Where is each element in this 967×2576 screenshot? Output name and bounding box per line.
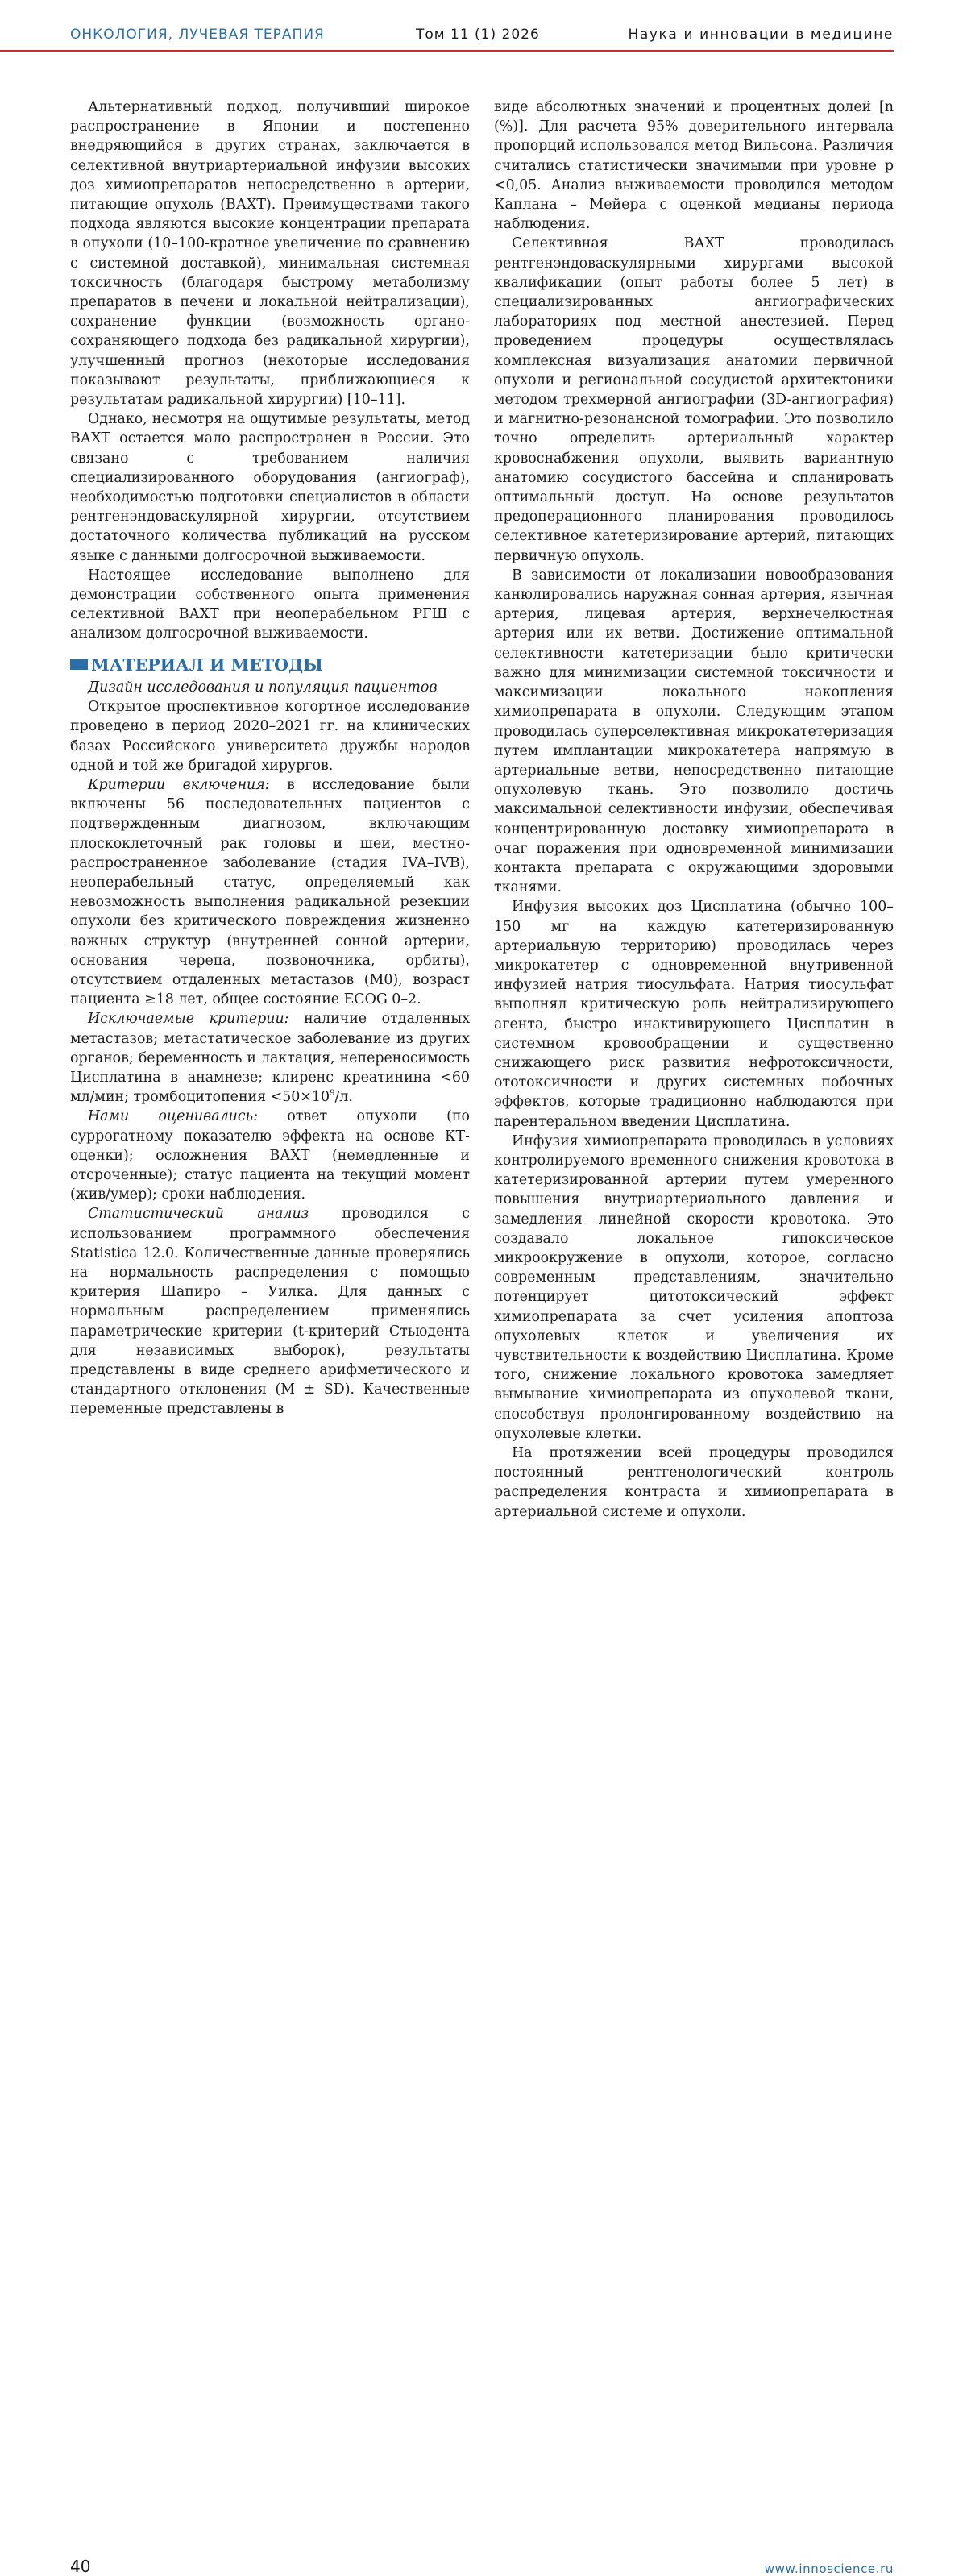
volume-issue: Том 11 (1) 2026	[416, 27, 540, 43]
evaluated-label: Нами оценивались:	[88, 1108, 258, 1125]
paragraph	[70, 1204, 470, 1419]
paragraph: Селективная ВАХТ проводилась рентгенэндоваскулярными хирургами высокой квалификации (опыт работы более 5 лет) в специализированных ангиографических лабораториях под местной анестезией. Перед проведением процедуры осуществлялась комплексная визуализация анатомии первичной опухоли и региональной сосудистой архитектоники методом трехмерной ангиографии (3D-ангиография) и магнитно-резонансной томографии. Это позволило точно определить артериальный характер кровоснабжения опухоли, выявить вариантную анатомию сосудистого бассейна и спланировать оптимальный доступ. На основе результатов предоперационного планирования проводилось селективное катетеризирование артерий, питающих первичную опухоль.	[494, 235, 894, 564]
left-column	[70, 98, 470, 1419]
inclusion-criteria-label: Критерии включения:	[88, 776, 270, 793]
paragraph	[70, 775, 470, 1009]
paragraph	[70, 1107, 470, 1204]
exclusion-criteria-text: наличие отдаленных метастазов; метастатическое заболевание из других органов; беременность и лактация, непереносимость Цисплатина в анамнезе; клиренс креатинина <60 мл/мин; тромбоцитопения <50×10	[70, 1011, 471, 1106]
paragraph: Инфузия высоких доз Цисплатина (обычно 100–150 мг на каждую катетеризированную артериальную территорию) проводилась через микрокатетер с одновременной внутривенной инфузией натрия тиосульфата. Натрия тиосульфат выполнял критическую роль нейтрализирующего агента, быстро инактивирующего Цисплатин в системном кровообращении и существенно снижающего риск развития нефротоксичности, ототоксичности и других системных побочных эффектов, которые традиционно наблюдаются при парентеральном введении Цисплатина.	[494, 899, 894, 1130]
header-divider	[0, 50, 894, 52]
running-header	[0, 0, 967, 56]
paragraph: Инфузия химиопрепарата проводилась в условиях контролируемого временного снижения кровотока в катетеризированной артерии путем умеренного повышения внутриартериального давления и замедления линейной скорости кровотока. Это создавало локальное гипоксическое микроокружение в опухоли, которое, согласно современным представлениям, значительно потенцирует цитотоксический эффект химиопрепарата за счет усиления апоптоза опухолевых клеток и увеличения их чувствительности к воздействию Цисплатина. Кроме того, снижение локального кровотока замедляет вымывание химиопрепарата из опухолевой ткани, способствуя пролонгированному воздействию на опухолевые клетки.	[494, 1132, 894, 1442]
paragraph: Однако, несмотря на ощутимые результаты, метод ВАХТ остается мало распространен в России. Это связано с требованием наличия специализированного оборудования (ангиограф), необходимостью подготовки специалистов в области рентгенэндоваскулярной хирургии, отсутствием достаточного количества публикаций на русском языке с данными долгосрочной выживаемости.	[70, 411, 470, 564]
evaluated-text: ответ опухоли (по суррогатному показателю эффекта на основе КТ-оценки); осложнения ВАХТ (немедленные и отсроченные); статус пациента на текущий момент (жив/умер); сроки наблюдения.	[70, 1108, 470, 1203]
paragraph: В зависимости от локализации новообразования канюлировались наружная сонная артерия, язычная артерия, лицевая артерия, верхнечелюстная артерия или их ветви. Достижение оптимальной селективности катетеризации было критически важно для минимизации системной токсичности и максимизации локального накопления химиопрепарата в опухоли. Следующим этапом проводилась суперселективная микрокатетеризация путем имплантации микрокатетера напрямую в артериальные ветви, непосредственно питающие опухолевую ткань. Это позволило достичь максимальной селективности инфузии, обеспечивая концентрированную доставку химиопрепарата в очаг поражения при одновременной минимизации контакта препарата с окружающими здоровыми тканями.	[494, 567, 894, 896]
paragraph: На протяжении всей процедуры проводился постоянный рентгенологический контроль распределения контраста и химиопрепарата в артериальной системе и опухоли.	[494, 1445, 894, 1520]
paragraph: Открытое проспективное когортное исследование проведено в период 2020–2021 гг. на клинических базах Российского университета дружбы народов одной и той же бригадой хирургов.	[70, 699, 470, 774]
exponent: 9	[330, 1089, 335, 1099]
website-link[interactable]: www.innoscience.ru	[764, 2561, 894, 2576]
page-number: 40	[70, 2557, 91, 2576]
paragraph: Настоящее исследование выполнено для демонстрации собственного опыта применения селективной ВАХТ при неоперабельном РГШ с анализом долгосрочной выживаемости.	[70, 567, 470, 642]
section-title: МАТЕРИАЛ И МЕТОДЫ	[91, 654, 323, 675]
section-marker-icon	[70, 659, 88, 670]
right-column	[494, 98, 894, 1522]
unit-text: /л.	[334, 1089, 353, 1106]
section-heading	[70, 655, 470, 675]
journal-title: Наука и инновации в медицине	[628, 27, 894, 43]
paragraph: виде абсолютных значений и процентных долей [n (%)]. Для расчета 95% доверительного интервала пропорций использовался метод Вильсона. Различия считались статистически значимыми при уровне p <0,05. Анализ выживаемости проводился методом Каплана – Мейера с оценкой медианы периода наблюдения.	[494, 99, 894, 233]
statistics-text: проводился с использованием программного обеспечения Statistica 12.0. Количественные данные проверялись на нормальность распределения с помощью критерия Шапиро – Уилка. Для данных с нормальным распределением применялись параметрические критерии (t-критерий Стьюдента для независимых выборок), результаты представлены в виде среднего арифметического и стандартного отклонения (M ± SD). Качественные переменные представлены в	[70, 1206, 470, 1418]
paragraph	[70, 1009, 470, 1107]
statistics-label: Статистический анализ	[88, 1206, 309, 1223]
exclusion-criteria-label: Исключаемые критерии:	[88, 1011, 289, 1028]
subsection-title: Дизайн исследования и популяция пациентов	[88, 679, 438, 696]
journal-section: ОНКОЛОГИЯ, ЛУЧЕВАЯ ТЕРАПИЯ	[70, 27, 325, 43]
paragraph: Альтернативный подход, получивший широкое распространение в Японии и постепенно внедряющийся в других странах, заключается в селективной внутриартериальной инфузии высоких доз химиопрепаратов непосредственно в артерии, питающие опухоль (ВАХТ). Преимуществами такого подхода являются высокие концентрации препарата в опухоли (10–100-кратное увеличение по сравнению с системной доставкой), минимальная системная токсичность (благодаря быстрому метаболизму препаратов в печени и локальной нейтрализации), сохранение функции (возможность органо-сохраняющего подхода без радикальной хирургии), улучшенный прогноз (некоторые исследования показывают результаты, приближающиеся к результатам радикальной хирургии) [10–11].	[70, 99, 470, 409]
inclusion-criteria-text: в исследование были включены 56 последовательных пациентов с подтвержденным диагнозом, включающим плоскоклеточный рак головы и шеи, местно-распространенное заболевание (стадия IVA–IVB), неоперабельный статус, определяемый как невозможность выполнения радикальной резекции опухоли без критического повреждения жизненно важных структур (внутренней сонной артерии, основания черепа, позвоночника, орбиты), отсутствием отдаленных метастазов (M0), возраст пациента ≥18 лет, общее состояние ECOG 0–2.	[70, 776, 471, 1008]
